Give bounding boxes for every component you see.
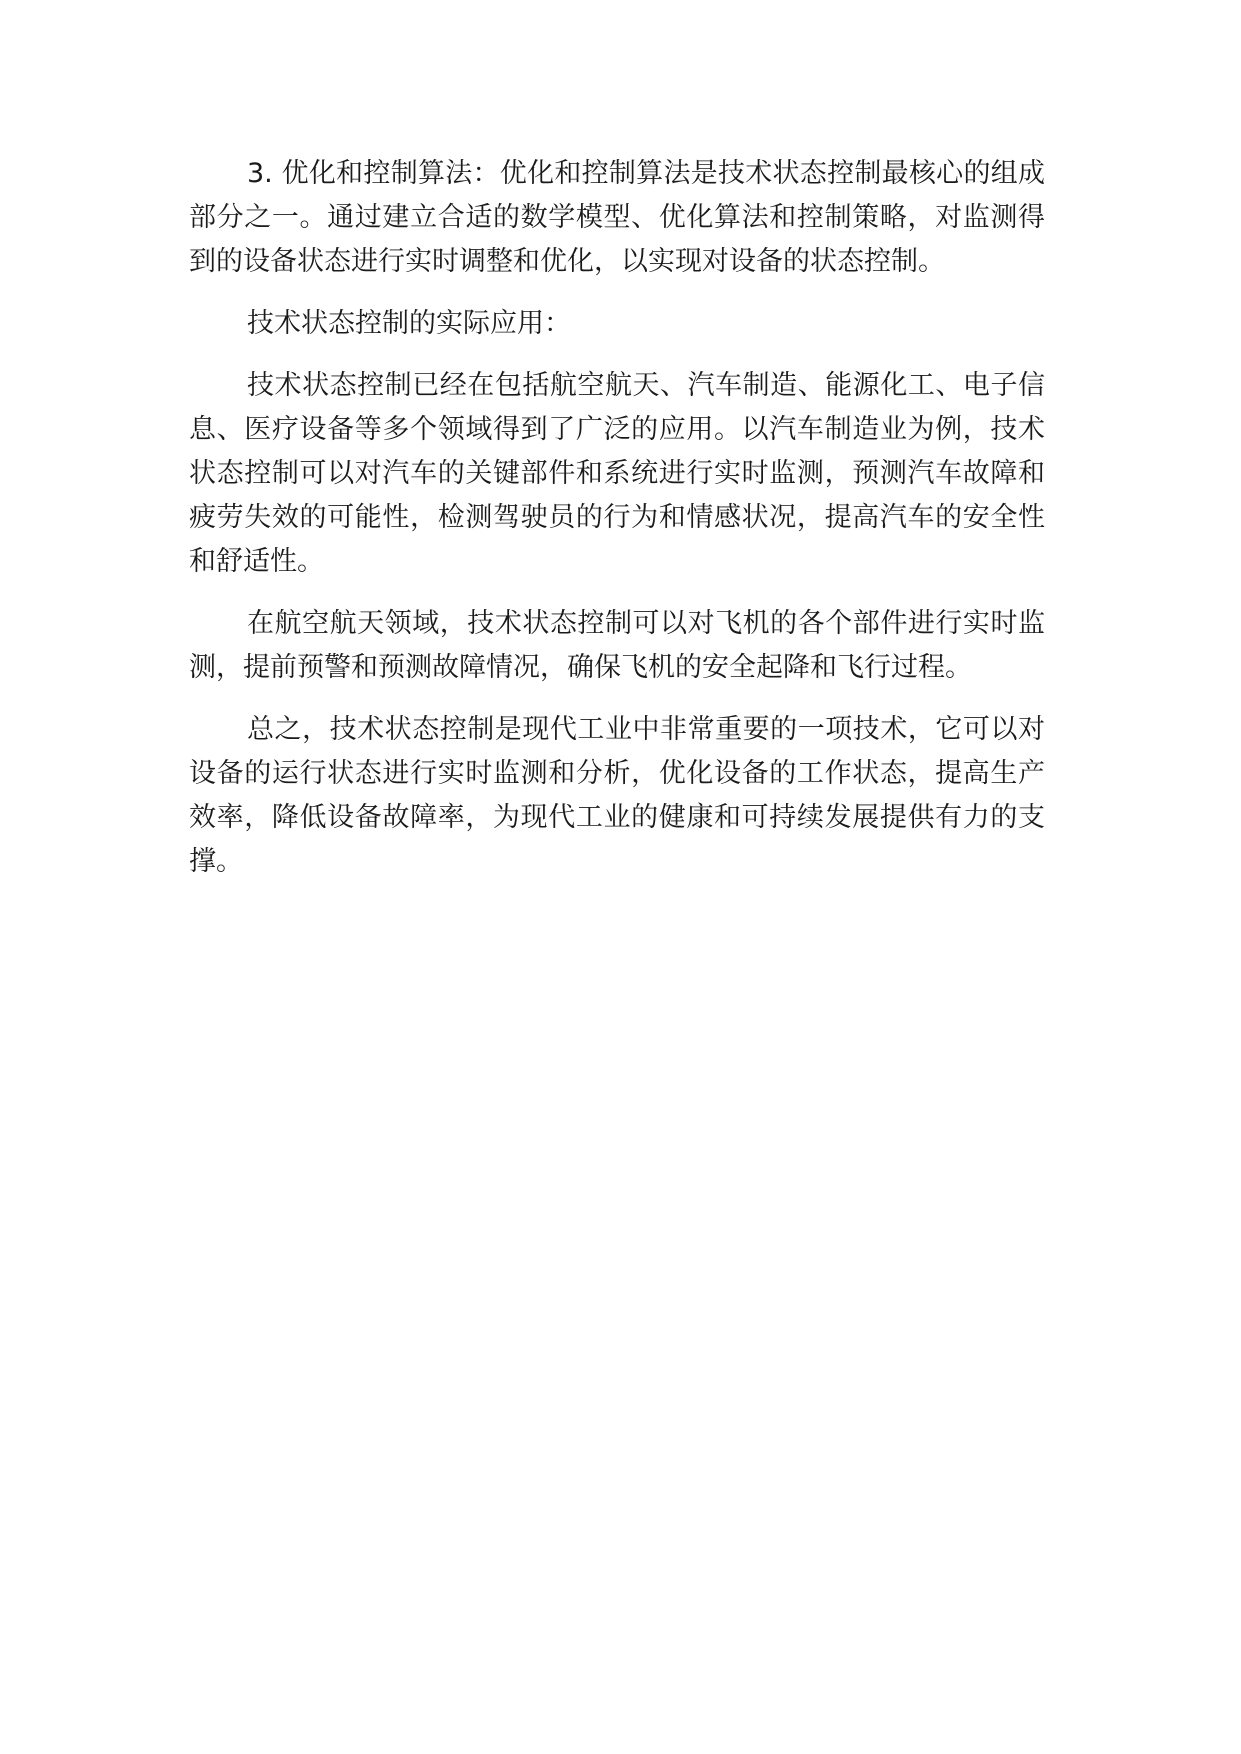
document-body <box>189 152 1045 902</box>
paragraph-aerospace-application: 在航空航天领域，技术状态控制可以对飞机的各个部件进行实时监测，提前预警和预测故障情况，确保飞机的安全起降和飞行过程。 <box>189 608 1045 683</box>
paragraph-heading-applications: 技术状态控制的实际应用： <box>247 308 571 339</box>
paragraph-conclusion: 总之，技术状态控制是现代工业中非常重要的一项技术，它可以对设备的运行状态进行实时监测和分析，优化设备的工作状态，提高生产效率，降低设备故障率，为现代工业的健康和可持续发展提供有力的支撑。 <box>189 714 1045 877</box>
paragraph-automotive-application: 技术状态控制已经在包括航空航天、汽车制造、能源化工、电子信息、医疗设备等多个领域得到了广泛的应用。以汽车制造业为例，技术状态控制可以对汽车的关键部件和系统进行实时监测，预测汽车故障和疲劳失效的可能性，检测驾驶员的行为和情感状况，提高汽车的安全性和舒适性。 <box>189 370 1045 577</box>
paragraph-optimization-algorithm: 3. 优化和控制算法：优化和控制算法是技术状态控制最核心的组成部分之一。通过建立合适的数学模型、优化算法和控制策略，对监测得到的设备状态进行实时调整和优化，以实现对设备的状态控制。 <box>189 158 1045 277</box>
